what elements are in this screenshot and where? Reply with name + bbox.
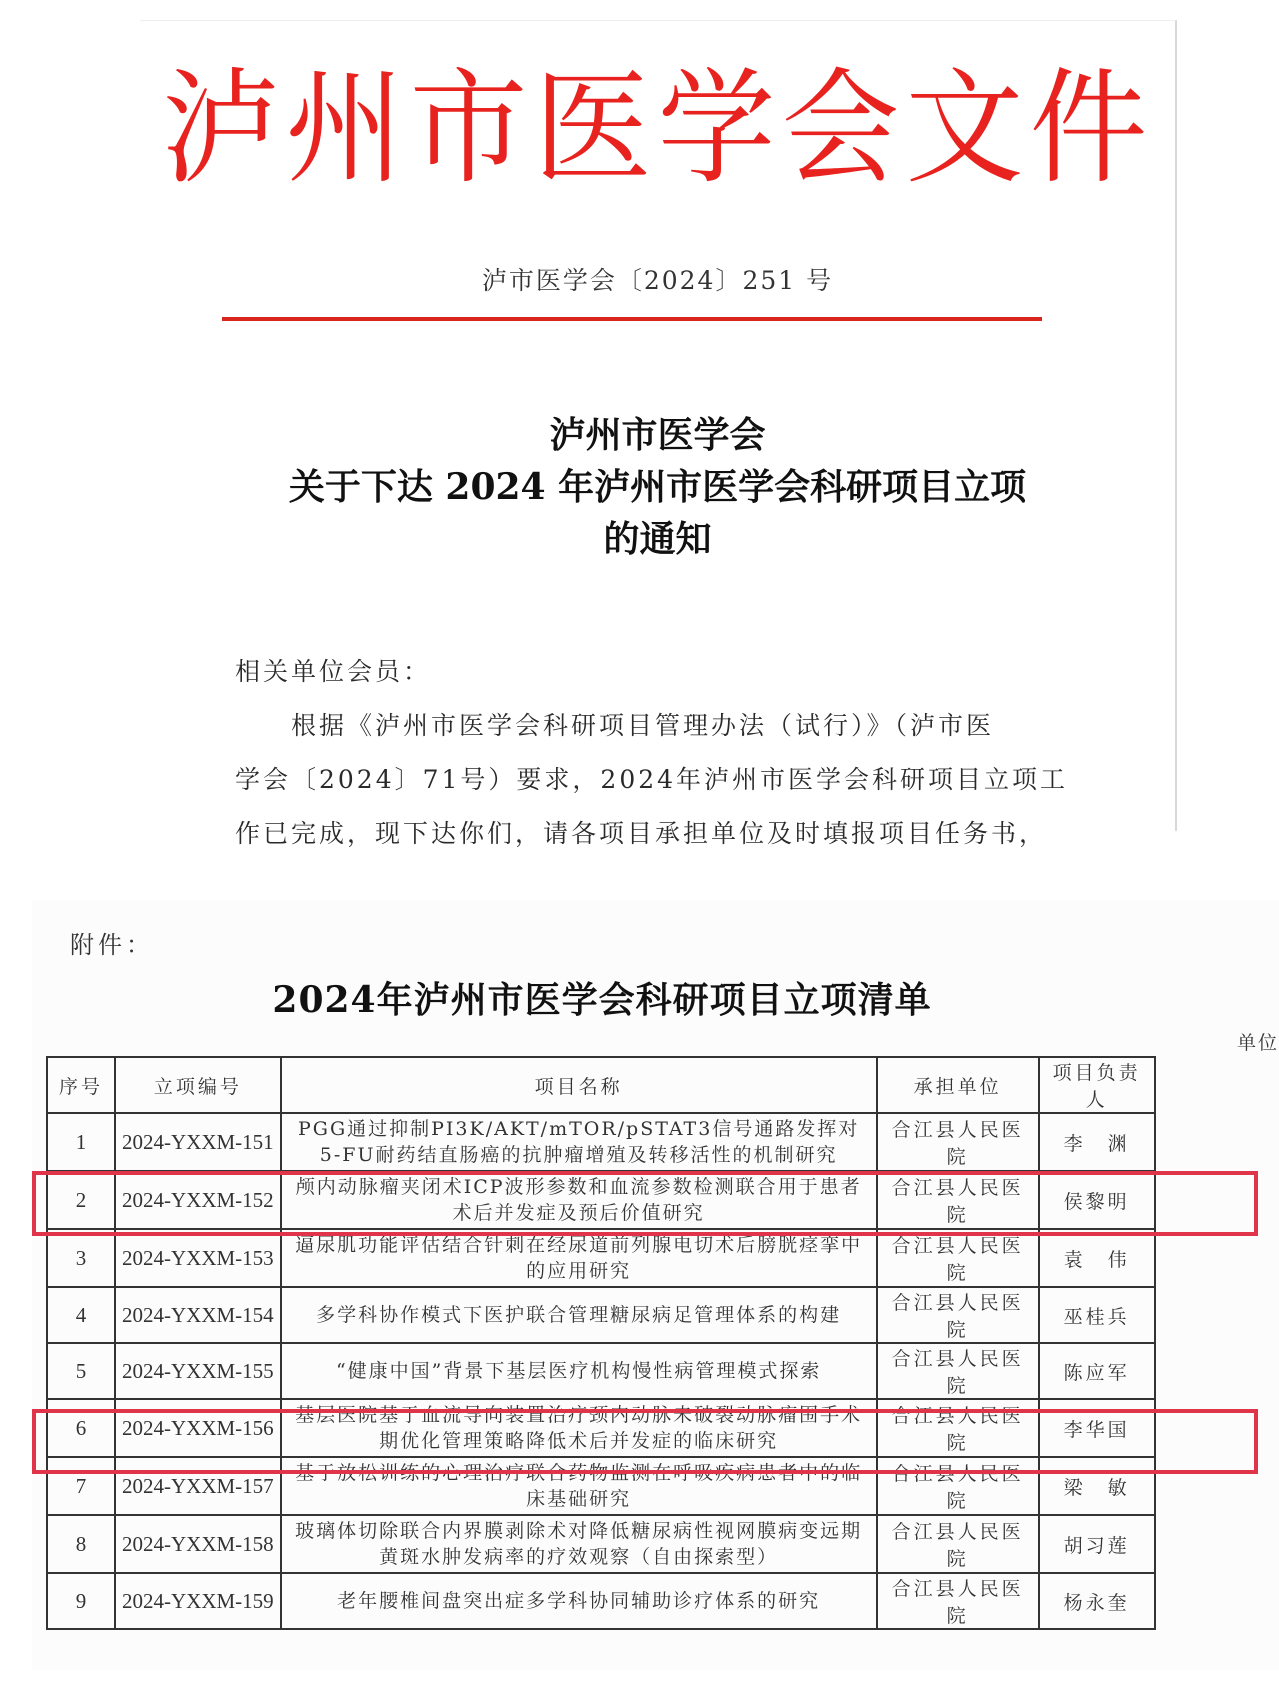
row-leader: 袁 伟: [1039, 1229, 1155, 1287]
row-project-name: 多学科协作模式下医护联合管理糖尿病足管理体系的构建: [281, 1287, 877, 1343]
row-leader: 胡习莲: [1039, 1515, 1155, 1573]
row-leader: 侯黎明: [1039, 1171, 1155, 1229]
row-leader: 杨永奎: [1039, 1573, 1155, 1629]
notice-title-line: 泸州市医学会: [549, 414, 766, 456]
row-code: 2024-YXXM-157: [115, 1457, 281, 1515]
row-code: 2024-YXXM-159: [115, 1573, 281, 1629]
row-project-name: 基于放松训练的心理治疗联合药物监测在呼吸疾病患者中的临床基础研究: [281, 1457, 877, 1515]
row-seq: 6: [47, 1399, 115, 1457]
row-project-name: 玻璃体切除联合内界膜剥除术对降低糖尿病性视网膜病变远期黄斑水肿发病率的疗效观察（自由探索型）: [281, 1515, 877, 1573]
row-unit: 合江县人民医院: [877, 1229, 1039, 1287]
row-code: 2024-YXXM-152: [115, 1171, 281, 1229]
row-code: 2024-YXXM-158: [115, 1515, 281, 1573]
column-header-unit: 承担单位: [877, 1057, 1039, 1113]
table-row: [47, 1229, 1155, 1287]
table-row: [47, 1573, 1155, 1629]
unit-label: 单位: [1236, 1032, 1279, 1054]
notice-title: [140, 409, 1175, 565]
column-header-seq: 序号: [47, 1057, 115, 1113]
body-line: 作已完成，现下达你们，请各项目承担单位及时填报项目任务书，: [235, 819, 1048, 848]
notice-page: [140, 20, 1177, 848]
row-unit: 合江县人民医院: [877, 1113, 1039, 1171]
row-leader: 陈应军: [1039, 1343, 1155, 1399]
row-code: 2024-YXXM-155: [115, 1343, 281, 1399]
row-leader: 梁 敏: [1039, 1457, 1155, 1515]
red-divider: [222, 317, 1042, 321]
row-unit: 合江县人民医院: [877, 1573, 1039, 1629]
row-seq: 4: [47, 1287, 115, 1343]
row-seq: 7: [47, 1457, 115, 1515]
salutation: 相关单位会员：: [235, 657, 432, 686]
row-unit: 合江县人民医院: [877, 1287, 1039, 1343]
column-header-code: 立项编号: [115, 1057, 281, 1113]
body-line: 根据《泸州市医学会科研项目管理办法（试行）》（泸市医: [291, 711, 995, 740]
table-row: [47, 1287, 1155, 1343]
row-code: 2024-YXXM-156: [115, 1399, 281, 1457]
projects-table: [46, 1056, 1156, 1630]
row-seq: 1: [47, 1113, 115, 1171]
table-row: [47, 1343, 1155, 1399]
row-leader: 李 渊: [1039, 1113, 1155, 1171]
notice-title-line: 关于下达 2024 年泸州市医学会科研项目立项: [288, 466, 1027, 508]
body-line: 学会〔2024〕71号）要求，2024年泸州市医学会科研项目立项工: [235, 765, 1069, 794]
table-row: [47, 1113, 1155, 1171]
notice-title-line: 的通知: [603, 518, 712, 560]
table-row: [47, 1399, 1155, 1457]
attachment-page: [32, 900, 1279, 1670]
document-header-title: 泸州市医学会文件: [161, 55, 1154, 201]
row-leader: 李华国: [1039, 1399, 1155, 1457]
row-project-name: 基层医院基于血流导向装置治疗颈内动脉未破裂动脉瘤围手术期优化管理策略降低术后并发症的临床研究: [281, 1399, 877, 1457]
row-code: 2024-YXXM-151: [115, 1113, 281, 1171]
row-project-name: 逼尿肌功能评估结合针刺在经尿道前列腺电切术后膀胱痉挛中的应用研究: [281, 1229, 877, 1287]
row-project-name: PGG通过抑制PI3K/AKT/mTOR/pSTAT3信号通路发挥对5-FU耐药结直肠癌的抗肿瘤增殖及转移活性的机制研究: [281, 1113, 877, 1171]
row-unit: 合江县人民医院: [877, 1399, 1039, 1457]
row-code: 2024-YXXM-153: [115, 1229, 281, 1287]
notice-body: [235, 645, 1069, 861]
document-number: 泸市医学会〔2024〕251 号: [481, 266, 834, 295]
row-unit: 合江县人民医院: [877, 1515, 1039, 1573]
row-seq: 3: [47, 1229, 115, 1287]
row-unit: 合江县人民医院: [877, 1343, 1039, 1399]
row-code: 2024-YXXM-154: [115, 1287, 281, 1343]
table-row: [47, 1457, 1155, 1515]
row-unit: 合江县人民医院: [877, 1171, 1039, 1229]
row-seq: 2: [47, 1171, 115, 1229]
row-unit: 合江县人民医院: [877, 1457, 1039, 1515]
list-title: 2024年泸州市医学会科研项目立项清单: [272, 979, 932, 1021]
row-project-name: “健康中国”背景下基层医疗机构慢性病管理模式探索: [281, 1343, 877, 1399]
row-seq: 5: [47, 1343, 115, 1399]
row-project-name: 颅内动脉瘤夹闭术ICP波形参数和血流参数检测联合用于患者术后并发症及预后价值研究: [281, 1171, 877, 1229]
table-row: [47, 1515, 1155, 1573]
column-header-leader: 项目负责人: [1039, 1057, 1155, 1113]
table-header-row: [47, 1057, 1155, 1113]
row-seq: 8: [47, 1515, 115, 1573]
column-header-name: 项目名称: [281, 1057, 877, 1113]
row-seq: 9: [47, 1573, 115, 1629]
attachment-label: 附件：: [70, 931, 154, 959]
table-row: [47, 1171, 1155, 1229]
row-leader: 巫桂兵: [1039, 1287, 1155, 1343]
row-project-name: 老年腰椎间盘突出症多学科协同辅助诊疗体系的研究: [281, 1573, 877, 1629]
